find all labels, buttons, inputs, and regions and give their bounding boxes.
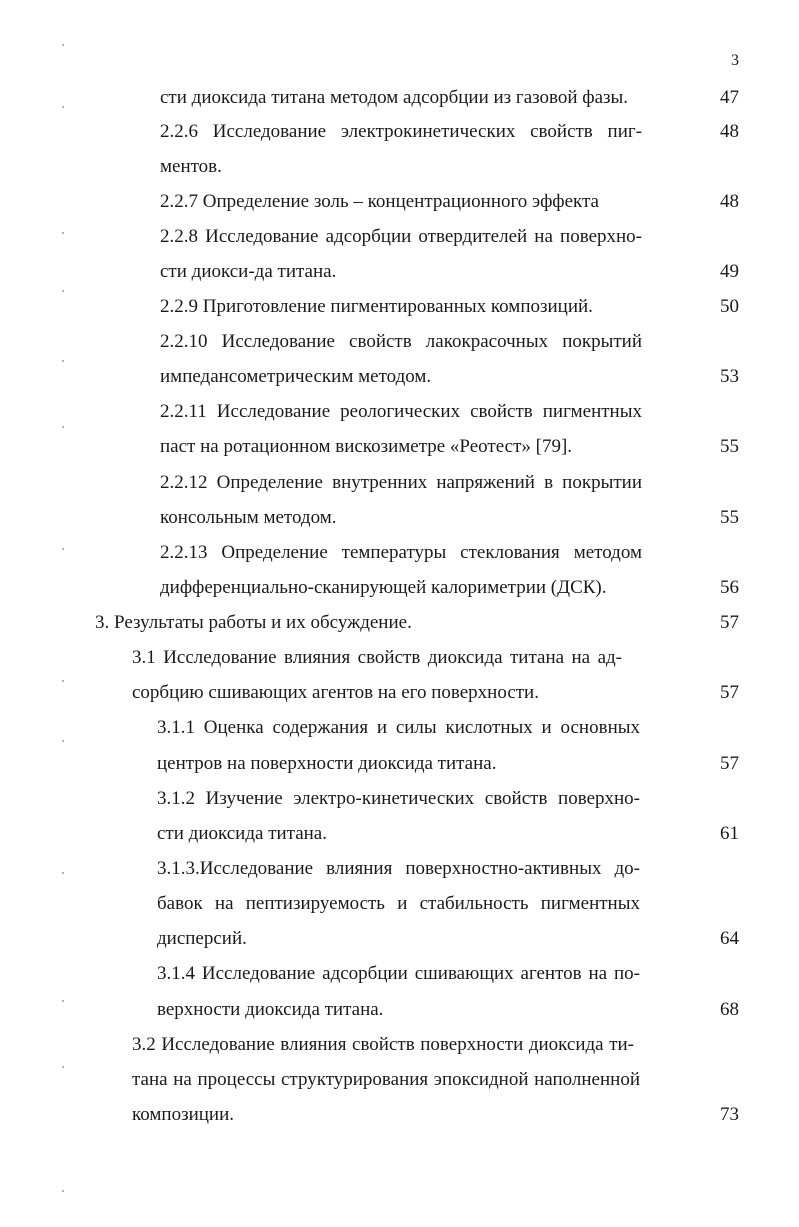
toc-page: 53 bbox=[720, 366, 739, 387]
toc-line: 2.2.13 Определение температуры стеклования методом bbox=[160, 542, 642, 563]
toc-line: импедансометрическим методом. bbox=[160, 366, 432, 387]
toc-line: 2.2.11 Исследование реологических свойств пигментных bbox=[160, 401, 642, 422]
toc-line: 3.2 Исследование влияния свойств поверхности диоксида ти- bbox=[132, 1034, 634, 1055]
toc-line: 3.1.1 Оценка содержания и силы кислотных и основных bbox=[157, 717, 640, 738]
toc-line: верхности диоксида титана. bbox=[157, 999, 384, 1020]
toc-line: дисперсий. bbox=[157, 928, 247, 949]
toc-line: сти диоксида титана методом адсорбции из газовой фазы. bbox=[160, 87, 629, 108]
toc-line: 3.1.3.Исследование влияния поверхностно-активных до- bbox=[157, 858, 640, 879]
toc-line: дифференциально-сканирующей калориметрии (ДСК). bbox=[160, 577, 607, 598]
toc-line: 3.1.2 Изучение электро-кинетических свойств поверхно- bbox=[157, 788, 640, 809]
toc-page: 57 bbox=[720, 753, 739, 774]
page-number: 3 bbox=[731, 52, 739, 69]
scan-speck bbox=[62, 1000, 64, 1002]
toc-page: 48 bbox=[720, 121, 739, 142]
toc-line: сти диокси-да титана. bbox=[160, 261, 337, 282]
toc-line: 2.2.7 Определение золь – концентрационного эффекта bbox=[160, 191, 599, 212]
toc-line: ментов. bbox=[160, 156, 222, 177]
toc-page: 55 bbox=[720, 436, 739, 457]
toc-line: центров на поверхности диоксида титана. bbox=[157, 753, 497, 774]
scan-speck bbox=[62, 872, 64, 874]
toc-line: 3.1.4 Исследование адсорбции сшивающих агентов на по- bbox=[157, 963, 640, 984]
scan-speck bbox=[62, 548, 64, 550]
toc-line: 2.2.6 Исследование электрокинетических свойств пиг- bbox=[160, 121, 642, 142]
toc-page: 68 bbox=[720, 999, 739, 1020]
toc-line: 2.2.8 Исследование адсорбции отвердителей на поверхно- bbox=[160, 226, 642, 247]
scan-speck bbox=[62, 680, 64, 682]
scan-speck bbox=[62, 1066, 64, 1068]
toc-line: консольным методом. bbox=[160, 507, 337, 528]
toc-line: 3. Результаты работы и их обсуждение. bbox=[95, 612, 412, 633]
toc-page: 48 bbox=[720, 191, 739, 212]
toc-line: сти диоксида титана. bbox=[157, 823, 327, 844]
toc-line: тана на процессы структурирования эпоксидной наполненной bbox=[132, 1069, 640, 1090]
toc-line: 2.2.10 Исследование свойств лакокрасочных покрытий bbox=[160, 331, 642, 352]
scan-speck bbox=[62, 360, 64, 362]
scan-speck bbox=[62, 740, 64, 742]
toc-line: паст на ротационном вискозиметре «Реотест» [79]. bbox=[160, 436, 573, 457]
toc-line: 3.1 Исследование влияния свойств диоксида титана на ад- bbox=[132, 647, 622, 668]
toc-page: 73 bbox=[720, 1104, 739, 1125]
scan-speck bbox=[62, 232, 64, 234]
toc-page: 49 bbox=[720, 261, 739, 282]
scan-speck bbox=[62, 290, 64, 292]
toc-line: бавок на пептизируемость и стабильность пигментных bbox=[157, 893, 640, 914]
toc-page: 47 bbox=[720, 87, 739, 108]
toc-line: композиции. bbox=[132, 1104, 235, 1125]
toc-page: 50 bbox=[720, 296, 739, 317]
toc-page: 55 bbox=[720, 507, 739, 528]
toc-page: 61 bbox=[720, 823, 739, 844]
scan-speck bbox=[62, 106, 64, 108]
scan-speck bbox=[62, 1190, 64, 1192]
toc-line: 2.2.12 Определение внутренних напряжений в покрытии bbox=[160, 472, 642, 493]
toc-page: 57 bbox=[720, 612, 739, 633]
scan-speck bbox=[62, 44, 64, 46]
scan-speck bbox=[62, 426, 64, 428]
toc-page: 56 bbox=[720, 577, 739, 598]
toc-page: 57 bbox=[720, 682, 739, 703]
toc-line: 2.2.9 Приготовление пигментированных композиций. bbox=[160, 296, 593, 317]
toc-line: сорбцию сшивающих агентов на его поверхности. bbox=[132, 682, 539, 703]
toc-page: 64 bbox=[720, 928, 739, 949]
